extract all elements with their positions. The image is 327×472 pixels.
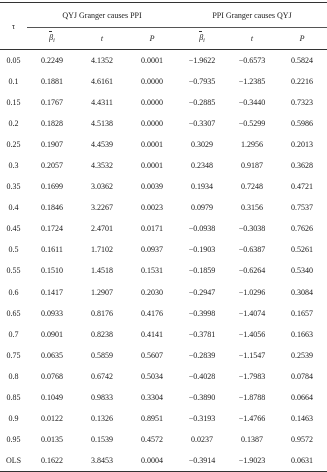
beta-right-cell: 0.2348 xyxy=(191,161,214,171)
beta-right-cell: −0.7935 xyxy=(188,76,216,86)
table-row xyxy=(0,345,327,366)
p-right-cell: 0.2539 xyxy=(291,350,314,360)
p-right-cell: 0.3628 xyxy=(291,161,314,171)
p-right-cell: 0.4721 xyxy=(291,182,314,192)
beta-left-cell: 0.1767 xyxy=(41,97,63,107)
p-left-cell: 0.0004 xyxy=(141,456,163,466)
beta-left-cell: 0.1049 xyxy=(41,393,63,403)
table-row xyxy=(0,92,327,113)
t-left-cell: 0.6742 xyxy=(91,371,113,381)
t-left-cell: 1.2907 xyxy=(91,287,113,297)
p-right-cell: 0.1657 xyxy=(291,308,314,318)
beta-right-cell: −0.3781 xyxy=(188,329,216,339)
tau-cell: 0.45 xyxy=(6,224,21,234)
p-right-cell: 0.5824 xyxy=(291,55,314,65)
t-left-cell: 0.9833 xyxy=(91,393,113,403)
table-row xyxy=(0,155,327,176)
tau-cell: 0.7 xyxy=(8,329,19,339)
table-row xyxy=(0,218,327,239)
t-left-cell: 4.4539 xyxy=(91,139,113,149)
t-right-cell: −1.0296 xyxy=(238,287,266,297)
header-row-groups xyxy=(0,3,327,28)
p-left-cell: 0.0039 xyxy=(141,182,163,192)
beta-right-cell: −0.3193 xyxy=(188,414,216,424)
p-right-cell: 0.5986 xyxy=(291,118,314,128)
t-right-cell: −1.7983 xyxy=(238,371,266,381)
t-right-cell: −0.6387 xyxy=(238,245,266,255)
tau-cell: 0.55 xyxy=(6,266,21,276)
table-row xyxy=(0,176,327,197)
t-right-cell: −0.6264 xyxy=(238,266,266,276)
p-left-cell: 0.0023 xyxy=(141,203,163,213)
table-row xyxy=(0,450,327,471)
t-right-cell: −0.3038 xyxy=(238,224,266,234)
beta-right-cell: −0.3890 xyxy=(188,393,216,403)
t-left-cell: 0.8238 xyxy=(91,329,113,339)
t-right-cell: −0.5299 xyxy=(238,118,266,128)
table-row xyxy=(0,303,327,324)
p-left-cell: 0.5034 xyxy=(141,371,163,381)
beta-right-cell: 0.1934 xyxy=(191,182,214,192)
table-row xyxy=(0,260,327,281)
t-left-cell: 4.6161 xyxy=(91,76,113,86)
p-left-cell: 0.0001 xyxy=(141,161,163,171)
tau-cell: 0.6 xyxy=(8,287,19,297)
t-left-cell: 0.8176 xyxy=(91,308,113,318)
tau-cell: OLS xyxy=(5,456,22,466)
tau-cell: 0.3 xyxy=(8,161,19,171)
beta-subscript: i xyxy=(203,38,205,44)
t-header-left: t xyxy=(100,34,104,43)
beta-subscript: i xyxy=(53,38,55,44)
p-left-cell: 0.3304 xyxy=(141,393,163,403)
beta-left-cell: 0.1510 xyxy=(41,266,63,276)
table-row xyxy=(0,113,327,134)
t-right-cell: 0.3156 xyxy=(241,203,264,213)
tau-cell: 0.4 xyxy=(8,203,19,213)
beta-right-cell: −0.1859 xyxy=(188,266,216,276)
p-left-cell: 0.4176 xyxy=(141,308,163,318)
group-header-ppi-causes-qyj: PPI Granger causes QYJ xyxy=(177,3,327,28)
beta-left-cell: 0.1724 xyxy=(41,224,63,234)
group-header-qyj-causes-ppi: QYJ Granger causes PPI xyxy=(27,3,177,28)
p-left-cell: 0.0001 xyxy=(141,139,163,149)
t-right-cell: 0.9187 xyxy=(241,161,264,171)
p-right-cell: 0.0784 xyxy=(291,371,314,381)
t-left-cell: 4.5138 xyxy=(91,118,113,128)
p-right-cell: 0.7626 xyxy=(291,224,314,234)
table-body xyxy=(0,50,327,472)
tau-cell: 0.35 xyxy=(6,182,21,192)
table-row xyxy=(0,366,327,387)
tau-cell: 0.25 xyxy=(6,139,21,149)
tau-cell: 0.85 xyxy=(6,393,21,403)
beta-right-cell: −0.2839 xyxy=(188,350,216,360)
t-left-cell: 4.3532 xyxy=(91,161,113,171)
t-right-cell: −1.4074 xyxy=(238,308,266,318)
t-left-cell: 4.1352 xyxy=(91,55,113,65)
t-header-right: t xyxy=(250,34,254,43)
p-left-cell: 0.4572 xyxy=(141,435,163,445)
tau-cell: 0.5 xyxy=(8,245,19,255)
table-row xyxy=(0,239,327,260)
beta-left-cell: 0.1611 xyxy=(41,245,63,255)
t-right-cell: −0.3440 xyxy=(238,97,266,107)
beta-left-cell: 0.1699 xyxy=(41,182,63,192)
table-row xyxy=(0,387,327,408)
beta-left-cell: 0.1907 xyxy=(41,139,63,149)
beta-header-right xyxy=(177,28,227,50)
t-left-cell: 3.2267 xyxy=(91,203,113,213)
tau-cell: 0.65 xyxy=(6,308,21,318)
p-right-cell: 0.5340 xyxy=(291,266,314,276)
p-header-right: P xyxy=(299,34,305,43)
t-left-cell: 1.7102 xyxy=(91,245,113,255)
beta-left-cell: 0.1846 xyxy=(41,203,63,213)
t-left-cell: 4.4311 xyxy=(91,97,113,107)
t-right-cell: 0.1387 xyxy=(241,435,264,445)
p-right-cell: 0.7323 xyxy=(291,97,314,107)
t-right-cell: −1.4766 xyxy=(238,414,266,424)
tau-cell: 0.1 xyxy=(8,76,19,86)
p-right-cell: 0.2216 xyxy=(291,76,314,86)
granger-causality-table xyxy=(0,2,327,472)
beta-right-cell: 0.0979 xyxy=(191,203,214,213)
p-left-cell: 0.0000 xyxy=(141,76,163,86)
beta-right-cell: −0.1903 xyxy=(188,245,216,255)
t-right-cell: 1.2956 xyxy=(241,139,264,149)
beta-left-cell: 0.1828 xyxy=(41,118,63,128)
table-row xyxy=(0,71,327,92)
beta-header-left xyxy=(27,28,77,50)
beta-left-cell: 0.0768 xyxy=(41,371,63,381)
p-left-cell: 0.4141 xyxy=(141,329,163,339)
table-row xyxy=(0,197,327,218)
beta-left-cell: 0.0122 xyxy=(41,414,63,424)
p-right-cell: 0.9572 xyxy=(291,435,314,445)
beta-left-cell: 0.1417 xyxy=(41,287,63,297)
t-left-cell: 0.5859 xyxy=(91,350,113,360)
header-row-stats xyxy=(0,28,327,50)
p-right-cell: 0.5261 xyxy=(291,245,314,255)
tau-cell: 0.15 xyxy=(6,97,21,107)
t-left-cell: 0.1326 xyxy=(91,414,113,424)
t-right-cell: 0.7248 xyxy=(241,182,264,192)
table-row xyxy=(0,429,327,450)
p-header-left: P xyxy=(149,34,155,43)
p-right-cell: 0.1463 xyxy=(291,414,314,424)
t-left-cell: 0.1539 xyxy=(91,435,113,445)
t-right-cell: −0.6573 xyxy=(238,55,266,65)
p-left-cell: 0.0937 xyxy=(141,245,163,255)
p-left-cell: 0.0000 xyxy=(141,118,163,128)
p-left-cell: 0.0000 xyxy=(141,97,163,107)
t-left-cell: 1.4518 xyxy=(91,266,113,276)
beta-left-cell: 0.0135 xyxy=(41,435,63,445)
tau-cell: 0.75 xyxy=(6,350,21,360)
table-row xyxy=(0,282,327,303)
beta-right-cell: −0.3998 xyxy=(188,308,216,318)
t-left-cell: 3.8453 xyxy=(91,456,113,466)
p-left-cell: 0.2030 xyxy=(141,287,163,297)
beta-left-cell: 0.1622 xyxy=(41,456,63,466)
table-row xyxy=(0,134,327,155)
t-right-cell: −1.1547 xyxy=(238,350,266,360)
beta-right-cell: −0.0938 xyxy=(188,224,216,234)
beta-left-cell: 0.0933 xyxy=(41,308,63,318)
beta-right-cell: 0.3029 xyxy=(191,139,214,149)
p-right-cell: 0.1663 xyxy=(291,329,314,339)
t-left-cell: 3.0362 xyxy=(91,182,113,192)
beta-right-cell: −0.2885 xyxy=(188,97,216,107)
p-left-cell: 0.0001 xyxy=(141,55,163,65)
tau-cell: 0.95 xyxy=(6,435,21,445)
beta-left-cell: 0.0635 xyxy=(41,350,63,360)
tau-header: τ xyxy=(11,21,16,31)
t-right-cell: −1.4056 xyxy=(238,329,266,339)
beta-left-cell: 0.0901 xyxy=(41,329,63,339)
t-right-cell: −1.9023 xyxy=(238,456,266,466)
beta-right-cell: −1.9622 xyxy=(188,55,216,65)
beta-right-cell: −0.4028 xyxy=(188,371,216,381)
p-right-cell: 0.0664 xyxy=(291,393,314,403)
p-right-cell: 0.7537 xyxy=(291,203,314,213)
table-row xyxy=(0,324,327,345)
p-right-cell: 0.0631 xyxy=(291,456,314,466)
t-right-cell: −1.2385 xyxy=(238,76,266,86)
p-left-cell: 0.8951 xyxy=(141,414,163,424)
beta-symbol: β xyxy=(199,33,204,42)
t-left-cell: 2.4701 xyxy=(91,224,113,234)
p-right-cell: 0.2013 xyxy=(291,139,314,149)
tau-cell: 0.05 xyxy=(6,55,21,65)
p-right-cell: 0.3084 xyxy=(291,287,314,297)
t-right-cell: −1.8788 xyxy=(238,393,266,403)
beta-left-cell: 0.1881 xyxy=(41,76,63,86)
beta-right-cell: −0.2947 xyxy=(188,287,216,297)
beta-right-cell: −0.3307 xyxy=(188,118,216,128)
beta-right-cell: 0.0237 xyxy=(191,435,214,445)
p-left-cell: 0.1531 xyxy=(141,266,163,276)
beta-left-cell: 0.2249 xyxy=(41,55,63,65)
beta-symbol: β xyxy=(49,33,54,42)
table-row xyxy=(0,408,327,429)
tau-cell: 0.2 xyxy=(8,118,19,128)
table-row xyxy=(0,50,327,71)
tau-cell: 0.9 xyxy=(8,414,19,424)
beta-left-cell: 0.2057 xyxy=(41,161,63,171)
tau-cell: 0.8 xyxy=(8,371,19,381)
p-left-cell: 0.5607 xyxy=(141,350,163,360)
beta-right-cell: −0.3914 xyxy=(188,456,216,466)
p-left-cell: 0.0171 xyxy=(141,224,163,234)
